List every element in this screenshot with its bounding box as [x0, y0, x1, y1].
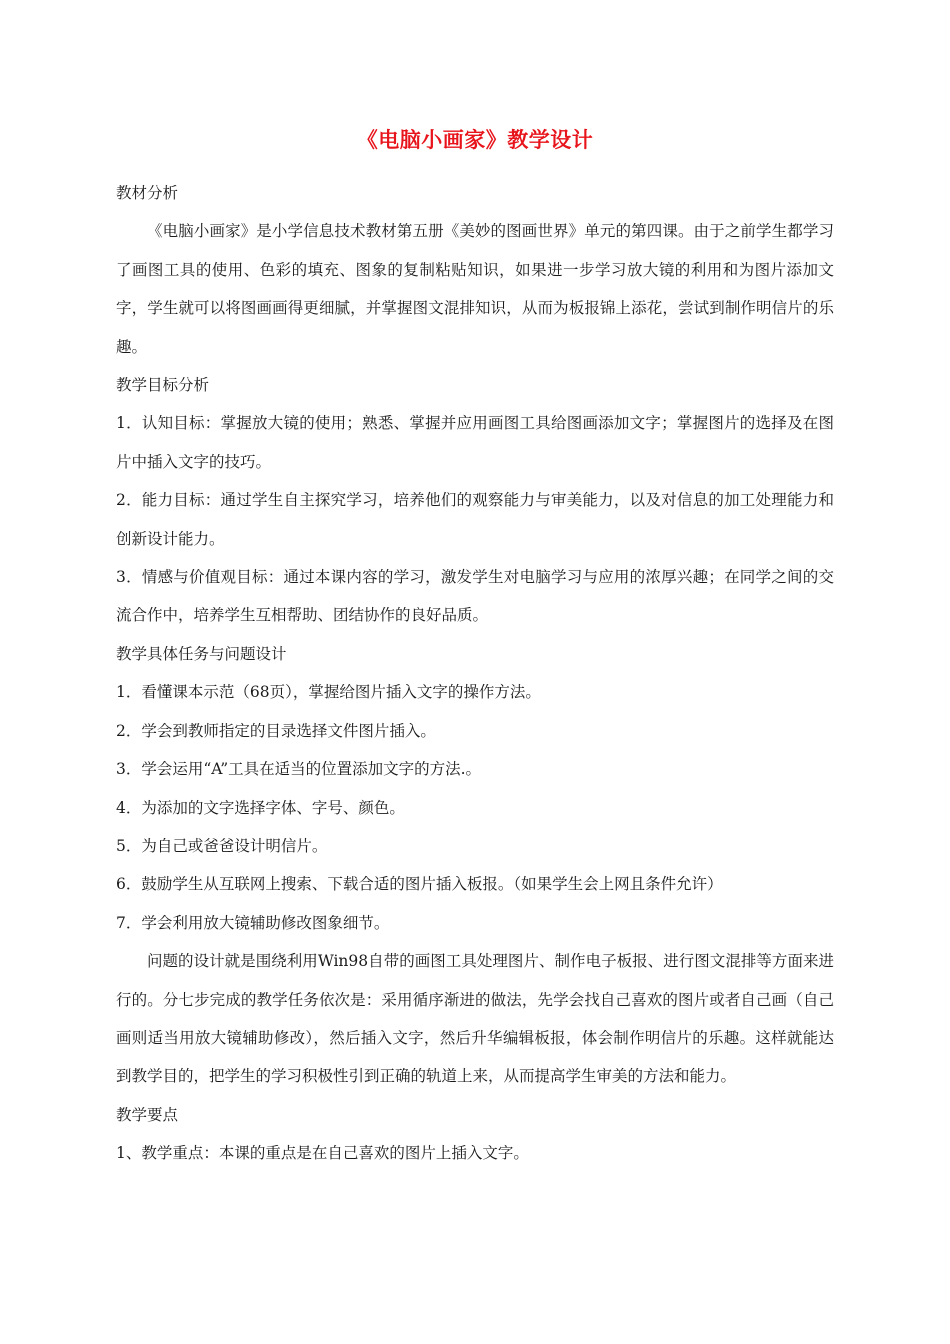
goal-item: 1．认知目标：掌握放大镜的使用；熟悉、掌握并应用画图工具给图画添加文字；掌握图片的选择及在图片中插入文字的技巧。 — [116, 414, 834, 471]
document-body — [116, 174, 834, 1173]
task-item: 5．为自己或爸爸设计明信片。 — [116, 836, 328, 855]
section-heading-analysis: 教材分析 — [116, 184, 179, 202]
task-item: 3．学会运用“A”工具在适当的位置添加文字的方法.。 — [116, 760, 482, 779]
task-item: 4．为添加的文字选择字体、字号、颜色。 — [116, 798, 405, 817]
analysis-paragraph: 《电脑小画家》是小学信息技术教材第五册《美妙的图画世界》单元的第四课。由于之前学生都学习了画图工具的使用、色彩的填充、图象的复制粘贴知识，如果进一步学习放大镜的利用和为图片添加文字，学生就可以将图画画得更细腻，并掌握图文混排知识，从而为板报锦上添花，尝试到制作明信片的乐趣。 — [116, 222, 834, 356]
goal-item: 3．情感与价值观目标：通过本课内容的学习，激发学生对电脑学习与应用的浓厚兴趣；在同学之间的交流合作中，培养学生互相帮助、团结协作的良好品质。 — [116, 568, 834, 625]
task-item: 2．学会到教师指定的目录选择文件图片插入。 — [116, 721, 436, 740]
document-title: 《电脑小画家》教学设计 — [356, 127, 594, 152]
tasks-paragraph: 问题的设计就是围绕利用Win98自带的画图工具处理图片、制作电子板报、进行图文混排等方面来进行的。分七步完成的教学任务依次是：采用循序渐进的做法，先学会找自己喜欢的图片或者自己画（自己画则适当用放大镜辅助修改），然后插入文字，然后升华编辑板报，体会制作明信片的乐趣。这样就能达到教学目的，把学生的学习积极性引到正确的轨道上来，从而提高学生审美的方法和能力。 — [116, 952, 834, 1086]
section-heading-goals: 教学目标分析 — [116, 376, 210, 395]
goal-item: 2．能力目标：通过学生自主探究学习，培养他们的观察能力与审美能力，以及对信息的加工处理能力和创新设计能力。 — [116, 491, 834, 548]
task-item: 7．学会利用放大镜辅助修改图象细节。 — [116, 913, 390, 932]
task-item: 1．看懂课本示范（68页），掌握给图片插入文字的操作方法。 — [116, 683, 541, 702]
key-point-item: 1、教学重点：本课的重点是在自己喜欢的图片上插入文字。 — [116, 1144, 529, 1163]
section-heading-key-points: 教学要点 — [116, 1105, 179, 1124]
task-item: 6．鼓励学生从互联网上搜索、下载合适的图片插入板报。（如果学生会上网且条件允许） — [116, 875, 723, 894]
section-heading-tasks: 教学具体任务与问题设计 — [116, 644, 287, 663]
